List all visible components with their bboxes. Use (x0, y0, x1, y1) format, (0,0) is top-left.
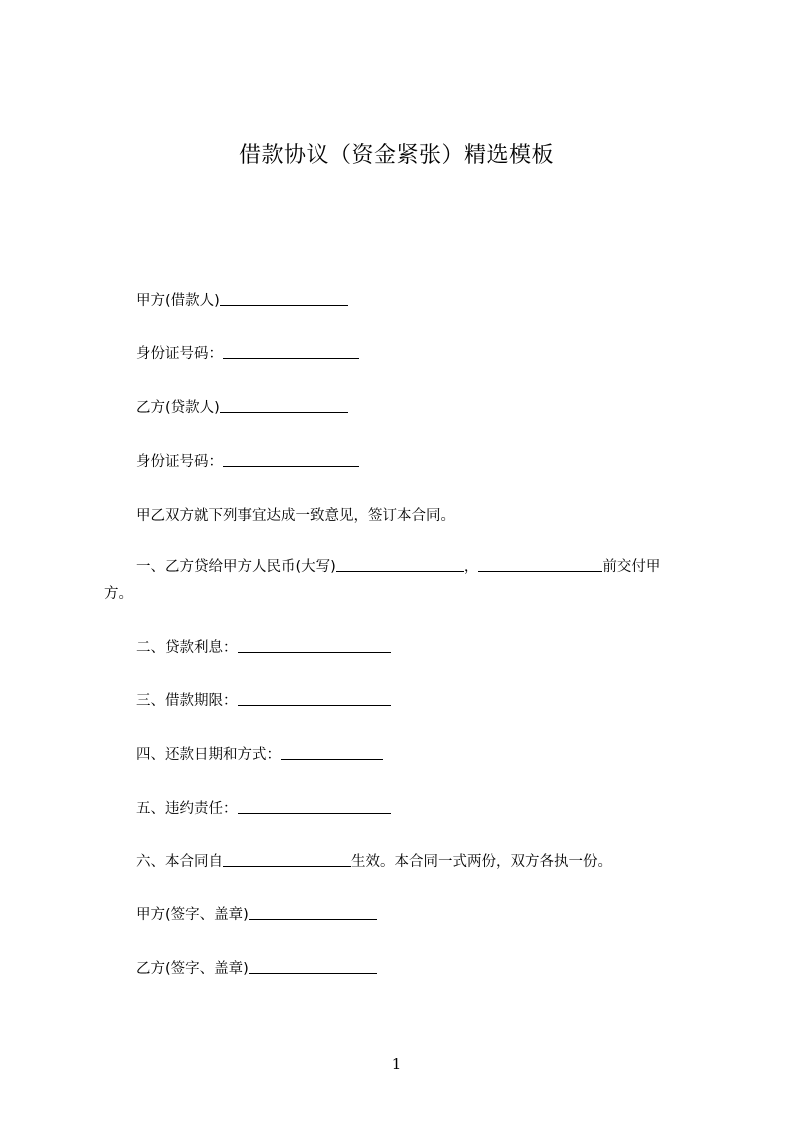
clause-1-text-2: 前交付甲 (602, 559, 661, 575)
clause-1-text-1: 一、乙方贷给甲方人民币(大写) (136, 559, 336, 575)
clause-1-date-blank[interactable] (478, 557, 602, 572)
clause-2-line (136, 638, 391, 658)
party-a-id-label: 身份证号码： (136, 346, 223, 362)
clause-2-label: 二、贷款利息： (136, 640, 238, 656)
document-title: 借款协议（资金紧张）精选模板 (238, 143, 554, 168)
clause-3-blank[interactable] (238, 691, 391, 706)
party-b-label: 乙方(贷款人) (136, 400, 220, 416)
clause-5-label: 五、违约责任： (136, 801, 238, 817)
sign-b-line (136, 959, 377, 979)
clause-1-amount-blank[interactable] (336, 557, 464, 572)
clause-3-line (136, 691, 391, 711)
party-a-id-line (136, 344, 359, 364)
sign-a-line (136, 905, 377, 925)
sign-a-blank[interactable] (249, 905, 377, 920)
party-a-line (136, 291, 348, 311)
sign-b-label: 乙方(签字、盖章) (136, 961, 249, 977)
clause-3-label: 三、借款期限： (136, 693, 238, 709)
page-number: 1 (391, 1055, 402, 1073)
clause-6-text-2: 生效。本合同一式两份，双方各执一份。 (351, 854, 612, 870)
clause-6-blank[interactable] (223, 852, 351, 867)
clause-5-blank[interactable] (238, 799, 391, 814)
party-a-id-blank[interactable] (223, 344, 359, 359)
clause-1-separator: ， (463, 559, 479, 575)
clause-6-line (136, 852, 612, 872)
clause-4-line (136, 745, 383, 765)
clause-1-text-3: 方。 (104, 586, 133, 602)
party-b-id-blank[interactable] (223, 452, 359, 467)
party-b-line (136, 398, 348, 418)
clause-4-blank[interactable] (281, 745, 383, 760)
clause-4-label: 四、还款日期和方式： (136, 747, 281, 763)
clause-2-blank[interactable] (238, 638, 391, 653)
clause-1-paragraph (104, 554, 704, 608)
party-b-id-label: 身份证号码： (136, 454, 223, 470)
party-a-blank[interactable] (220, 291, 348, 306)
party-a-label: 甲方(借款人) (136, 293, 220, 309)
sign-a-label: 甲方(签字、盖章) (136, 907, 249, 923)
party-b-id-line (136, 452, 359, 472)
sign-b-blank[interactable] (249, 959, 377, 974)
clause-6-text-1: 六、本合同自 (136, 854, 223, 870)
party-b-blank[interactable] (220, 398, 348, 413)
agreement-intro: 甲乙双方就下列事宜达成一致意见，签订本合同。 (136, 508, 455, 524)
clause-5-line (136, 799, 391, 819)
